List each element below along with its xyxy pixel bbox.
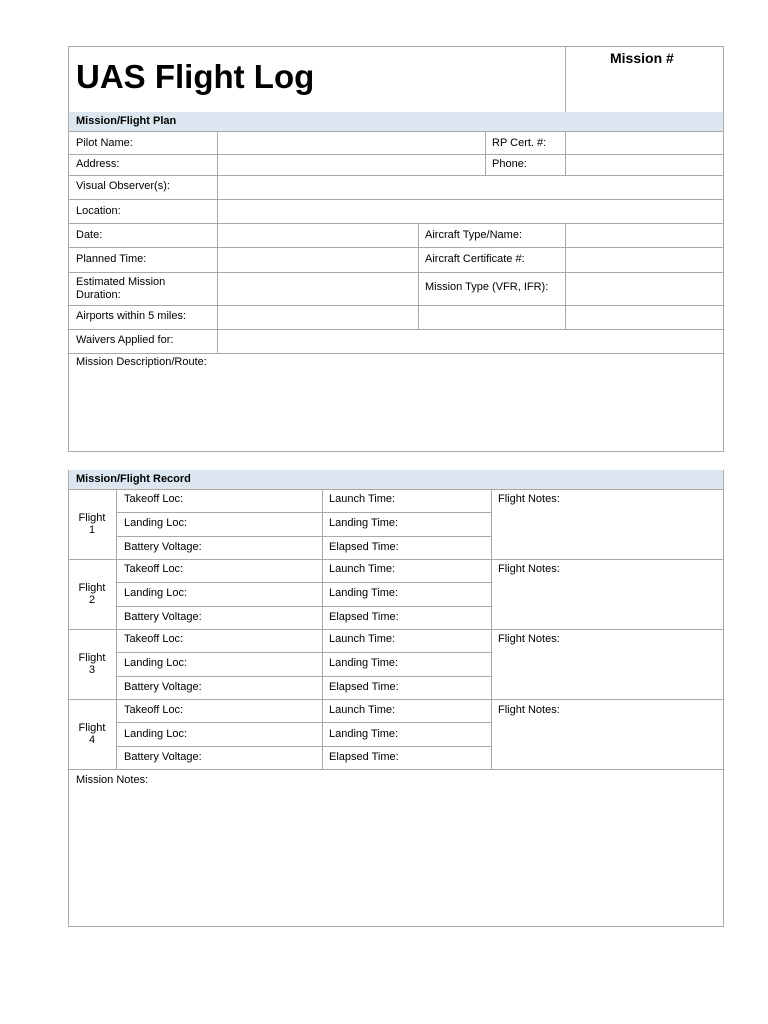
launch-time-label: Launch Time: xyxy=(329,563,396,575)
rp-cert-field[interactable] xyxy=(566,132,723,154)
landing-loc-label: Landing Loc: xyxy=(124,728,187,740)
rp-cert-label: RP Cert. #: xyxy=(492,137,547,149)
mission-type-field[interactable] xyxy=(566,273,723,305)
elapsed-time-label: Elapsed Time: xyxy=(329,541,399,553)
visual-observers-field[interactable] xyxy=(218,176,723,199)
airports-extra-field-2[interactable] xyxy=(566,306,723,329)
flight-plan-section-header: Mission/Flight Plan xyxy=(69,112,723,131)
elapsed-time-label: Elapsed Time: xyxy=(329,681,399,693)
takeoff-loc-label: Takeoff Loc: xyxy=(124,704,184,716)
pilot-name-field[interactable] xyxy=(218,132,485,154)
estimated-duration-label-line2: Duration: xyxy=(76,289,121,301)
battery-voltage-label: Battery Voltage: xyxy=(124,611,202,623)
estimated-duration-label-line1: Estimated Mission xyxy=(76,276,166,288)
aircraft-cert-field[interactable] xyxy=(566,248,723,272)
flight-record-section-header: Mission/Flight Record xyxy=(69,470,723,489)
flight-label: Flight 1 xyxy=(78,512,106,536)
mission-description-label: Mission Description/Route: xyxy=(76,356,207,368)
phone-field[interactable] xyxy=(566,155,723,175)
flight-notes-label: Flight Notes: xyxy=(498,563,560,575)
landing-loc-label: Landing Loc: xyxy=(124,587,187,599)
launch-time-label: Launch Time: xyxy=(329,633,396,645)
date-label: Date: xyxy=(76,229,103,241)
waivers-label: Waivers Applied for: xyxy=(76,334,174,346)
visual-observers-label: Visual Observer(s): xyxy=(76,180,170,192)
landing-time-label: Landing Time: xyxy=(329,517,399,529)
flight-label: Flight 3 xyxy=(78,652,106,676)
airports-label: Airports within 5 miles: xyxy=(76,310,187,322)
takeoff-loc-label: Takeoff Loc: xyxy=(124,493,184,505)
flight-notes-label: Flight Notes: xyxy=(498,704,560,716)
launch-time-label: Launch Time: xyxy=(329,493,396,505)
aircraft-type-field[interactable] xyxy=(566,224,723,247)
page-title: UAS Flight Log xyxy=(76,58,315,95)
mission-description-field[interactable] xyxy=(69,370,723,451)
date-field[interactable] xyxy=(218,224,418,247)
airports-extra-field[interactable] xyxy=(419,306,565,329)
landing-loc-label: Landing Loc: xyxy=(124,657,187,669)
battery-voltage-label: Battery Voltage: xyxy=(124,681,202,693)
landing-time-label: Landing Time: xyxy=(329,728,399,740)
flight-notes-label: Flight Notes: xyxy=(498,633,560,645)
mission-type-label: Mission Type (VFR, IFR): xyxy=(425,281,549,293)
mission-notes-label: Mission Notes: xyxy=(76,774,149,786)
takeoff-loc-label: Takeoff Loc: xyxy=(124,633,184,645)
battery-voltage-label: Battery Voltage: xyxy=(124,751,202,763)
aircraft-cert-label: Aircraft Certificate #: xyxy=(425,253,525,265)
phone-label: Phone: xyxy=(492,158,527,170)
location-label: Location: xyxy=(76,205,121,217)
planned-time-label: Planned Time: xyxy=(76,253,147,265)
aircraft-type-label: Aircraft Type/Name: xyxy=(425,229,522,241)
landing-loc-label: Landing Loc: xyxy=(124,517,187,529)
launch-time-label: Launch Time: xyxy=(329,704,396,716)
planned-time-field[interactable] xyxy=(218,248,418,272)
address-label: Address: xyxy=(76,158,120,170)
address-field[interactable] xyxy=(218,155,485,175)
mission-number-label: Mission # xyxy=(610,50,674,66)
elapsed-time-label: Elapsed Time: xyxy=(329,751,399,763)
pilot-name-label: Pilot Name: xyxy=(76,137,133,149)
airports-field[interactable] xyxy=(218,306,418,329)
mission-notes-field[interactable] xyxy=(69,788,723,926)
flight-label: Flight 4 xyxy=(78,722,106,746)
estimated-duration-field[interactable] xyxy=(218,273,418,305)
waivers-field[interactable] xyxy=(218,330,723,353)
flight-notes-label: Flight Notes: xyxy=(498,493,560,505)
takeoff-loc-label: Takeoff Loc: xyxy=(124,563,184,575)
flight-label: Flight 2 xyxy=(78,582,106,606)
elapsed-time-label: Elapsed Time: xyxy=(329,611,399,623)
battery-voltage-label: Battery Voltage: xyxy=(124,541,202,553)
location-field[interactable] xyxy=(218,200,723,223)
landing-time-label: Landing Time: xyxy=(329,587,399,599)
landing-time-label: Landing Time: xyxy=(329,657,399,669)
